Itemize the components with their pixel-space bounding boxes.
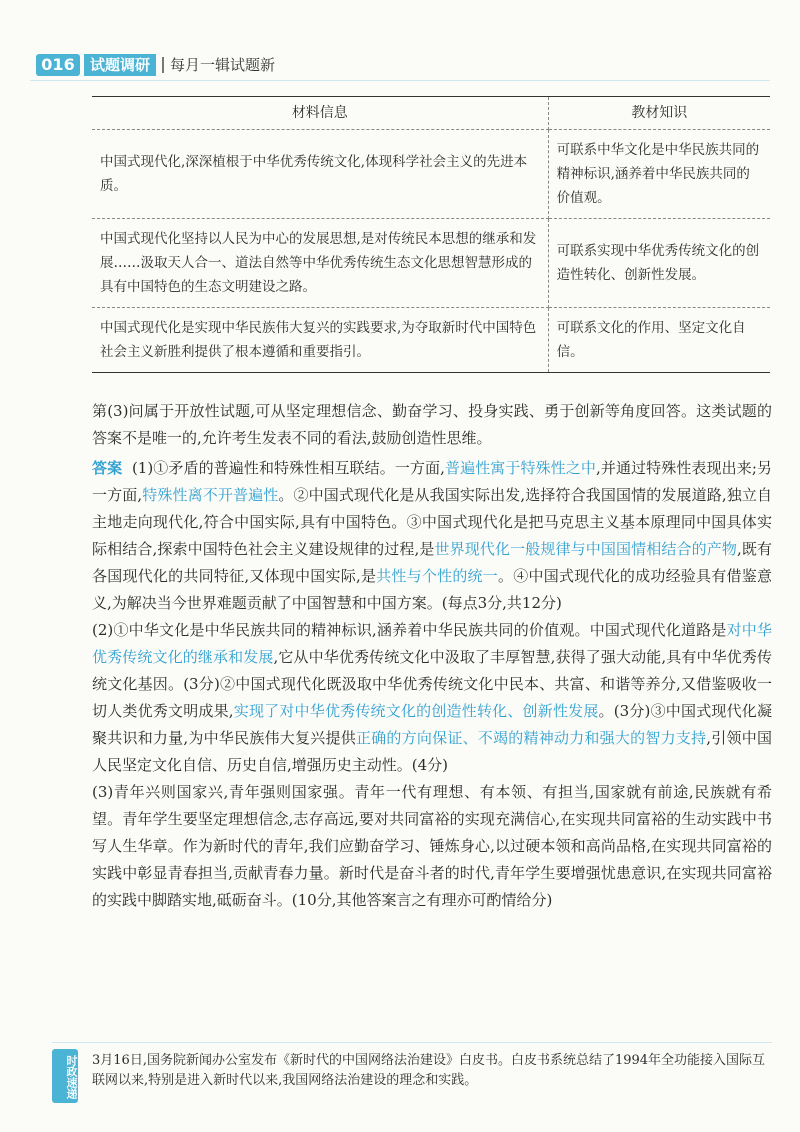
answer-part-3: (3)青年兴则国家兴,青年强则国家强。青年一代有理想、有本领、有担当,国家就有前途,民族就有希望。青年学生要坚定理想信念,志存高远,要对共同富裕的实现充满信心,在实现共同富裕的生动实践中书写人生华章。作为新时代的青年,我们应勤奋学习、锤炼身心,以过硬本领和高尚品格,在实现共同富裕的实践中彰显青春担当,贡献青春力量。新时代是奋斗者的时代,青年学生要增强忧患意识,在实现共同富裕的实践中脚踏实地,砥砺奋斗。(10分,其他答案言之有理亦可酌情给分) <box>92 783 772 909</box>
table-cell: 中国式现代化,深深植根于中华优秀传统文化,体现科学社会主义的先进本质。 <box>92 130 548 219</box>
info-table <box>92 96 770 373</box>
news-badge: 时政速递 <box>52 1049 78 1103</box>
table-cell: 可联系文化的作用、坚定文化自信。 <box>548 308 770 373</box>
news-text: 3月16日,国务院新闻办公室发布《新时代的中国网络法治建设》白皮书。白皮书系统总结了1994年全功能接入国际互联网以来,特别是进入新时代以来,我国网络法治建设的理念和实践。 <box>92 1053 766 1088</box>
column-header: 材料信息 <box>92 97 548 130</box>
header-rule <box>30 80 770 81</box>
page-number: 016 <box>36 54 80 76</box>
highlighted-text: 普遍性寓于特殊性之中 <box>444 459 596 477</box>
column-header: 教材知识 <box>548 97 770 130</box>
answer-part-2: (2)①中华文化是中华民族共同的精神标识,涵养着中华民族共同的价值观。中国式现代化道路是对中华优秀传统文化的继承和发展,它从中华优秀传统文化中汲取了丰厚智慧,获得了强大动能,具有中华优秀传统文化基因。(3分)②中国式现代化既汲取中华优秀传统文化中民本、共富、和谐等养分,又借鉴吸收一切人类优秀文明成果,实现了对中华优秀传统文化的创造性转化、创新性发展。(3分)③中国式现代化凝聚共识和力量,为中华民族伟大复兴提供正确的方向保证、不竭的精神动力和强大的智力支持,引领中国人民坚定文化自信、历史自信,增强历史主动性。(4分) <box>92 621 772 774</box>
highlighted-text: 正确的方向保证、不竭的精神动力和强大的智力支持 <box>355 729 707 747</box>
highlighted-text: 特殊性离不开普遍性 <box>142 486 279 504</box>
table-row <box>92 130 770 219</box>
page-header <box>30 48 770 78</box>
answer-section <box>92 455 772 914</box>
highlighted-text: 实现了对中华优秀传统文化的创造性转化、创新性发展 <box>233 702 599 720</box>
header-subtitle: 每月一辑试题新 <box>170 56 276 74</box>
table-cell: 中国式现代化坚持以人民为中心的发展思想,是对传统民本思想的继承和发展……汲取天人合一、道法自然等中华优秀传统生态文化思想智慧形成的具有中国特色的生态文明建设之路。 <box>92 219 548 308</box>
answer-part-1: 答案 (1)①矛盾的普遍性和特殊性相互联结。一方面,普遍性寓于特殊性之中,并通过特殊性表现出来;另一方面,特殊性离不开普遍性。②中国式现代化是从我国实际出发,选择符合我国国情的发展道路,独立自主地走向现代化,符合中国实际,具有中国特色。③中国式现代化是把马克思主义基本原理同中国具体实际相结合,探索中国特色社会主义建设规律的过程,是世界现代化一般规律与中国国情相结合的产物,既有各国现代化的共同特征,又体现中国实际,是共性与个性的统一。④中国式现代化的成功经验具有借鉴意义,为解决当今世界难题贡献了中国智慧和中国方案。(每点3分,共12分) <box>92 459 772 612</box>
highlighted-text: 对中华优秀传统文化的继承和发展 <box>92 621 772 666</box>
q3-note-paragraph: 第(3)问属于开放性试题,可从坚定理想信念、勤奋学习、投身实践、勇于创新等角度回答。这类试题的答案不是唯一的,允许考生发表不同的看法,鼓励创造性思维。 <box>92 402 772 447</box>
section-name: 试题调研 <box>84 54 156 76</box>
table-cell: 可联系中华文化是中华民族共同的精神标识,涵养着中华民族共同的价值观。 <box>548 130 770 219</box>
table-header-row <box>92 97 770 130</box>
table-row <box>92 308 770 373</box>
answer-label: 答案 <box>92 459 123 477</box>
table-cell: 可联系实现中华优秀传统文化的创造性转化、创新性发展。 <box>548 219 770 308</box>
header-separator <box>162 57 164 73</box>
highlighted-text: 世界现代化一般规律与中国国情相结合的产物 <box>434 540 737 558</box>
table-cell: 中国式现代化是实现中华民族伟大复兴的实践要求,为夺取新时代中国特色社会主义新胜利提供了根本遵循和重要指引。 <box>92 308 548 373</box>
table-row <box>92 219 770 308</box>
highlighted-text: 共性与个性的统一 <box>376 567 499 585</box>
news-footer <box>52 1042 772 1101</box>
